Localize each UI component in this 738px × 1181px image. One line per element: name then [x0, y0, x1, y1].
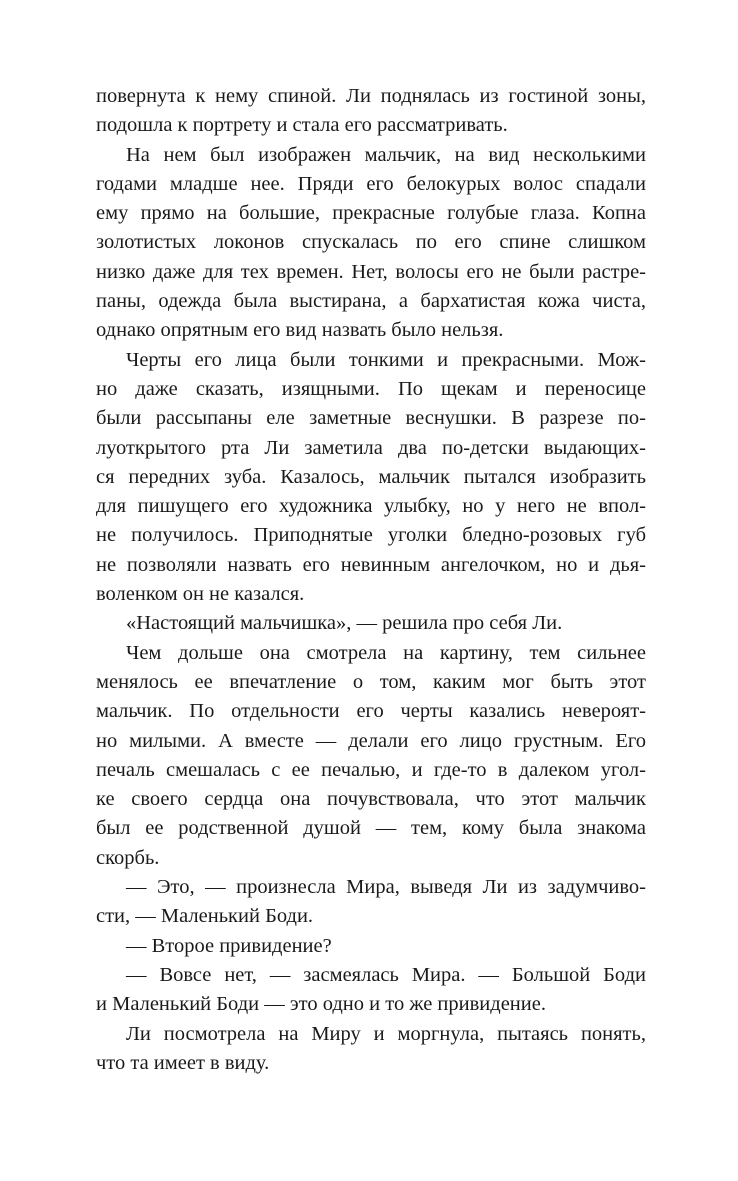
text-line: не позволяли назвать его невинным ангелочком, но и дья- [96, 553, 646, 576]
text-line: Черты его лица были тонкими и прекрасными. Мож- [126, 348, 646, 371]
text-line: ему прямо на большие, прекрасные голубые глаза. Копна [96, 202, 646, 225]
text-line: Ли посмотрела на Миру и моргнула, пытаясь понять, [126, 1022, 646, 1045]
text-line: — Вовсе нет, — засмеялась Мира. — Большой Боди [126, 963, 646, 986]
text-line: годами младше нее. Пряди его белокурых волос спадали [96, 172, 646, 195]
text-line: печаль смешалась с ее печалью, и где-то в далеком угол- [96, 758, 646, 781]
text-line: но даже сказать, изящными. По щекам и переносице [96, 377, 646, 400]
text-line: были рассыпаны еле заметные веснушки. В разрезе по- [96, 407, 646, 430]
text-line: — Второе привидение? [126, 934, 332, 957]
text-line: мальчик. По отдельности его черты казались невероят- [96, 700, 646, 723]
text-line: На нем был изображен мальчик, на вид несколькими [126, 143, 646, 166]
text-line: ке своего сердца она почувствовала, что этот мальчик [96, 788, 646, 811]
text-line: для пишущего его художника улыбку, но у него не впол- [96, 495, 646, 518]
text-line: «Настоящий мальчишка», — решила про себя Ли. [126, 612, 563, 635]
text-line: сти, — Маленький Боди. [96, 905, 314, 928]
text-line: но милыми. А вместе — делали его лицо грустным. Его [96, 729, 646, 752]
text-line: однако опрятным его вид назвать было нельзя. [96, 319, 504, 342]
text-line: не получилось. Приподнятые уголки бледно-розовых губ [96, 524, 646, 547]
text-line: золотистых локонов спускалась по его спине слишком [96, 231, 646, 254]
text-line: Чем дольше она смотрела на картину, тем сильнее [126, 641, 646, 664]
text-line: ся передних зуба. Казалось, мальчик пытался изобразить [96, 465, 646, 488]
text-line: скорбь. [96, 846, 160, 869]
text-line: паны, одежда была выстирана, а бархатистая кожа чиста, [96, 290, 646, 313]
text-line: луоткрытого рта Ли заметила два по-детски выдающих- [96, 436, 646, 459]
text-line: и Маленький Боди — это одно и то же привидение. [96, 993, 546, 1016]
text-line: повернута к нему спиной. Ли поднялась из гостиной зоны, [96, 85, 646, 107]
text-line: подошла к портрету и стала его рассматривать. [96, 114, 508, 137]
book-page-text [96, 82, 646, 1078]
text-line: — Это, — произнесла Мира, выведя Ли из задумчиво- [126, 876, 646, 899]
text-line: что та имеет в виду. [96, 1051, 270, 1074]
text-line: воленком он не казался. [96, 583, 305, 606]
text-line: менялось ее впечатление о том, каким мог быть этот [96, 670, 646, 693]
text-line: низко даже для тех времен. Нет, волосы его не были растре- [96, 260, 646, 283]
text-line: был ее родственной душой — тем, кому была знакома [96, 817, 646, 840]
